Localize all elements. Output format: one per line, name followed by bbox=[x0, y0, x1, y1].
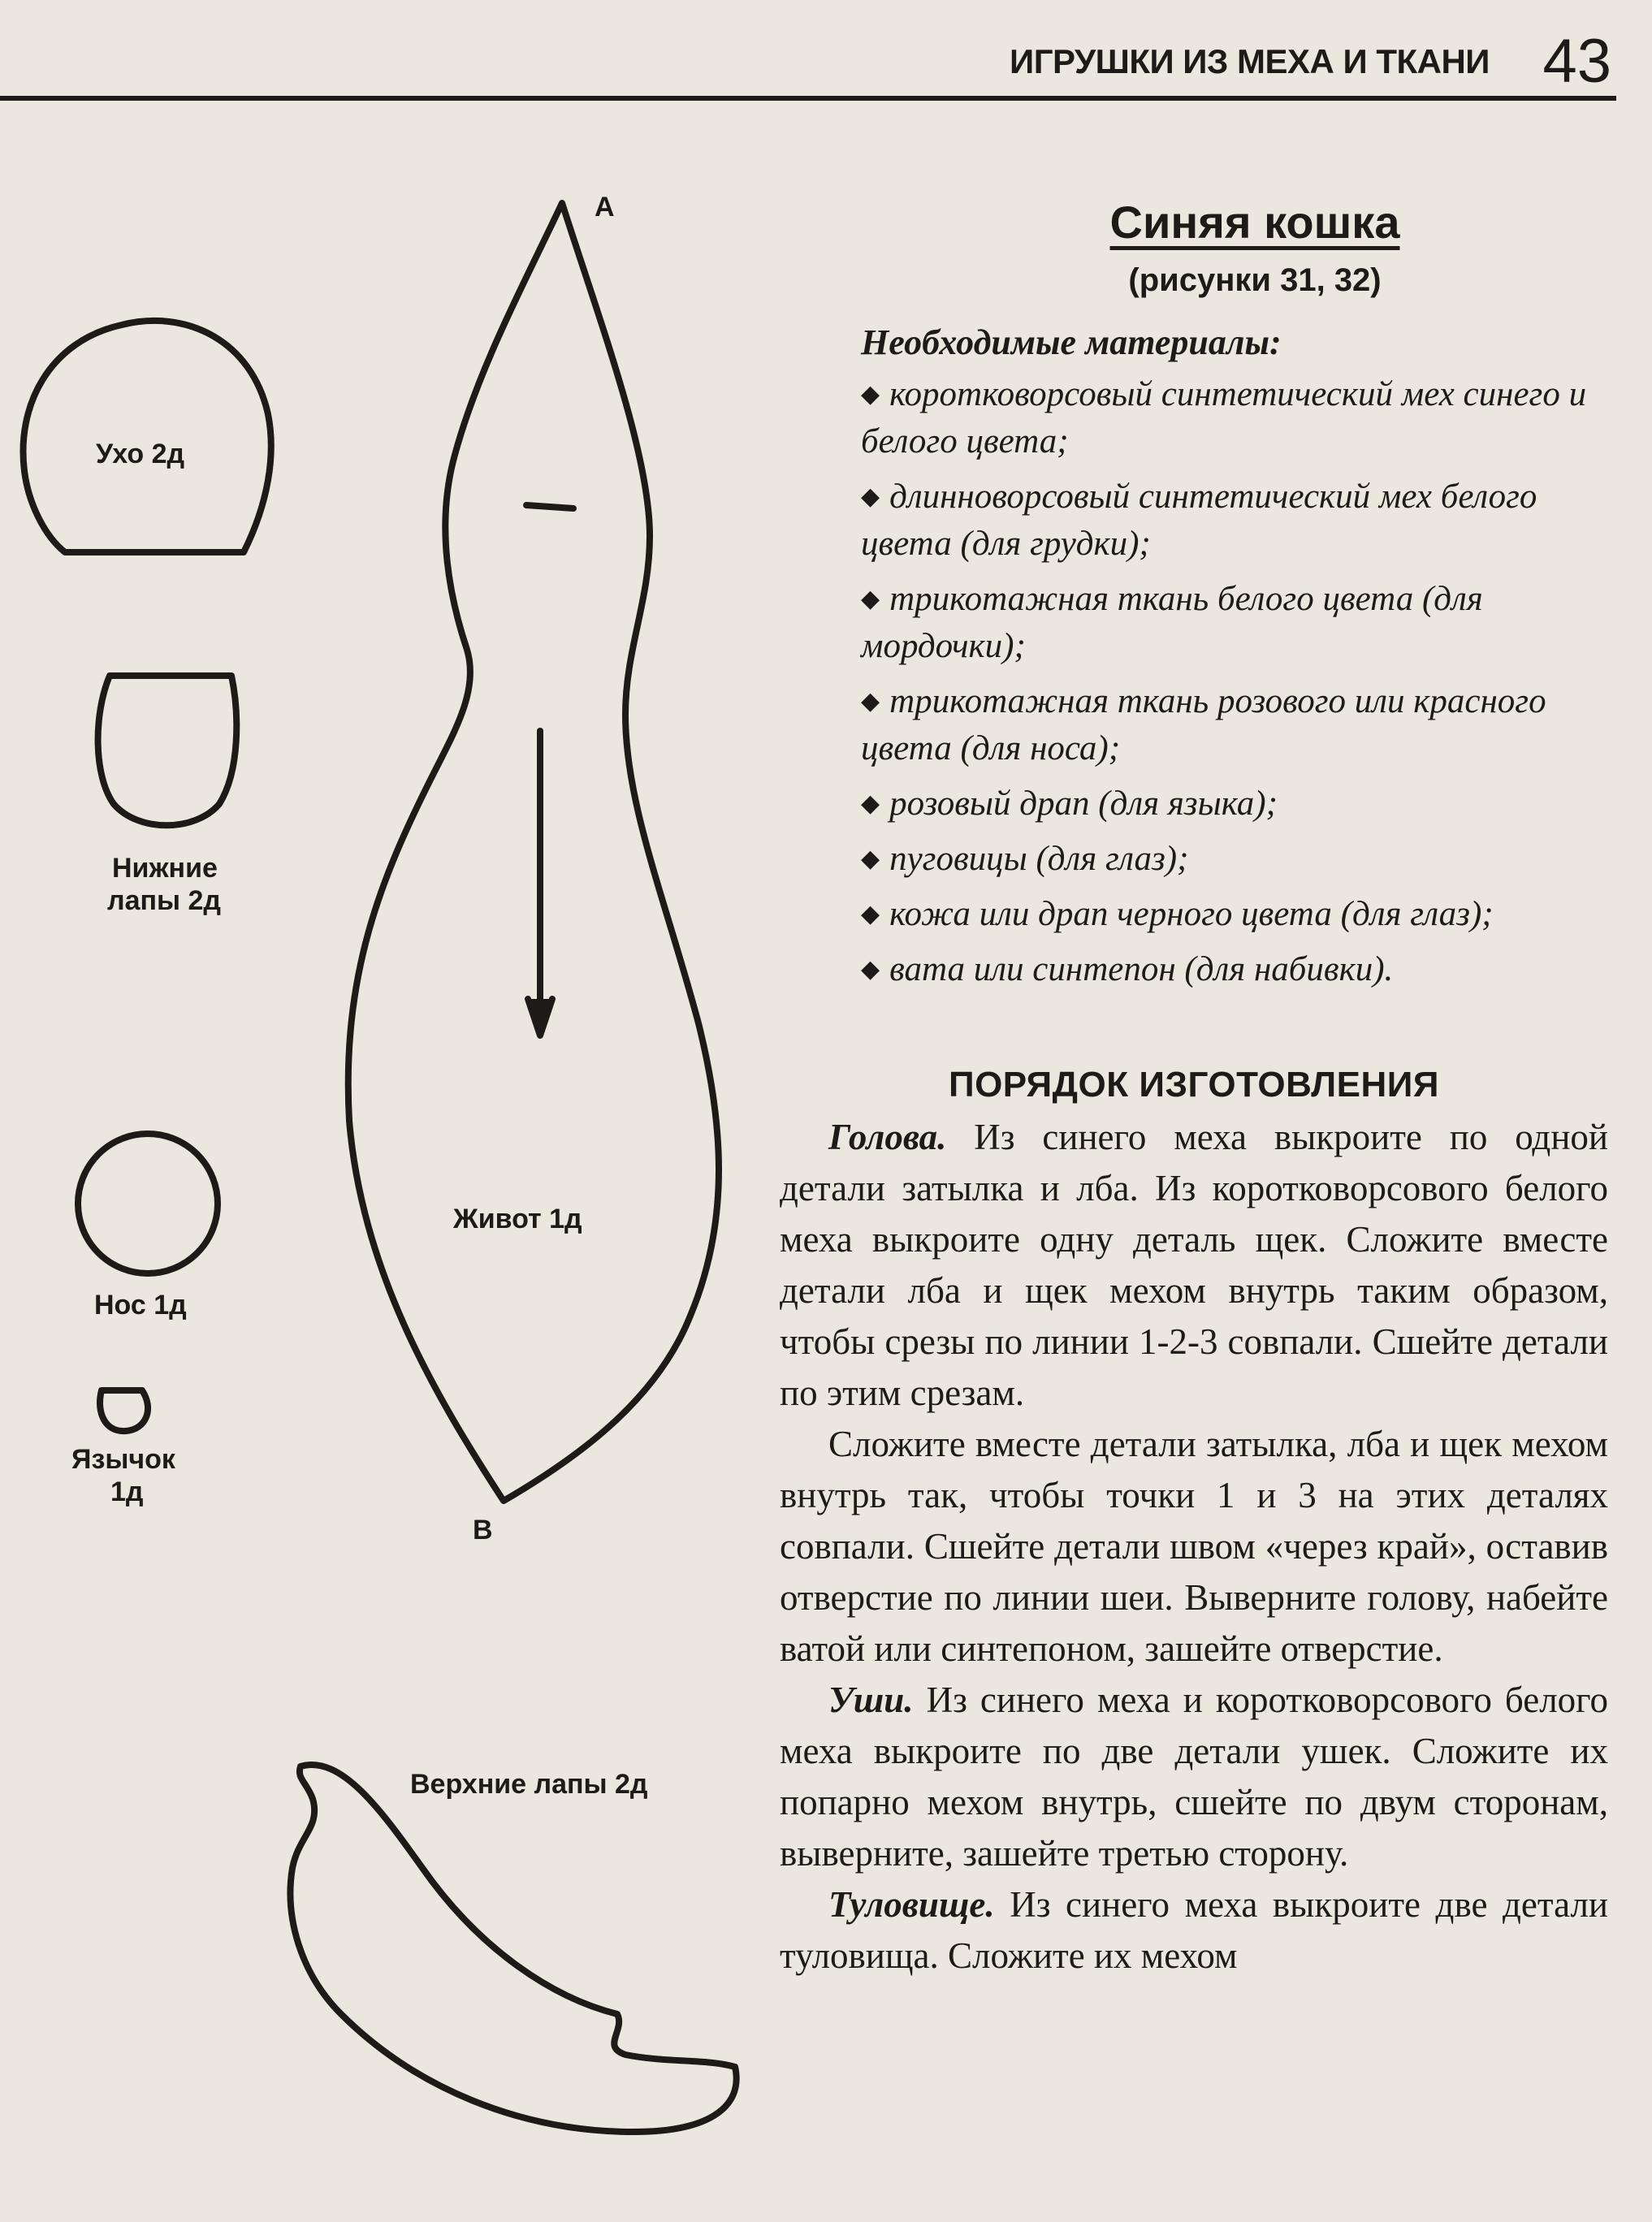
list-item bbox=[861, 473, 1608, 568]
paragraph-body bbox=[780, 1879, 1608, 1982]
material-text: розовый драп (для языка); bbox=[889, 785, 1278, 824]
list-item bbox=[861, 576, 1608, 670]
grain-arrow-head bbox=[528, 999, 552, 1035]
bullet-icon: ◆ bbox=[861, 483, 880, 511]
paragraph-assembly bbox=[780, 1419, 1608, 1675]
nose-pattern bbox=[78, 1134, 218, 1321]
belly-outline bbox=[348, 203, 719, 1501]
paragraph-text: Сложите вместе детали затылка, лба и щек мехом внутрь так, чтобы точки 1 и 3 на этих деталях совпали. Сшейте детали швом «через край», оставив отверстие по линии шеи. Выверните голову, набейте ватой или синтепоном, зашейте отверстие. bbox=[780, 1424, 1608, 1670]
nose-outline bbox=[78, 1134, 218, 1273]
ear-pattern bbox=[24, 321, 271, 552]
list-item bbox=[861, 946, 1608, 993]
lower-paws-pattern bbox=[98, 676, 237, 916]
upper-paws-label: Верхние лапы 2д bbox=[410, 1769, 648, 1800]
tongue-outline bbox=[100, 1390, 148, 1431]
article-subtitle: (рисунки 31, 32) bbox=[1128, 262, 1382, 299]
bullet-icon: ◆ bbox=[861, 688, 880, 715]
tongue-pattern bbox=[71, 1390, 176, 1507]
paragraph-head bbox=[780, 1112, 1608, 1419]
paragraph-text: Из синего меха выкроите две детали туловища. Сложите их мехом bbox=[780, 1884, 1608, 1977]
list-item bbox=[861, 678, 1608, 772]
pattern-diagrams bbox=[0, 0, 812, 2222]
belly-pattern bbox=[348, 192, 719, 1545]
lower-paws-label-line2: лапы 2д bbox=[107, 885, 222, 916]
paragraph-lead: Уши. bbox=[828, 1679, 914, 1721]
tongue-label-line1: Язычок bbox=[71, 1444, 175, 1475]
list-item bbox=[861, 371, 1608, 465]
materials-list bbox=[780, 371, 1608, 993]
material-text: трикотажная ткань розового или красного цвета (для носа); bbox=[861, 682, 1546, 768]
bullet-icon: ◆ bbox=[861, 790, 880, 818]
paragraph-ears bbox=[780, 1675, 1608, 1879]
procedure-heading: ПОРЯДОК ИЗГОТОВЛЕНИЯ bbox=[948, 1065, 1440, 1105]
upper-paws-outline bbox=[291, 1765, 737, 2132]
article-title: Синяя кошка bbox=[1109, 197, 1400, 248]
lower-paws-outline bbox=[98, 676, 237, 825]
bullet-icon: ◆ bbox=[861, 586, 880, 613]
ear-outline bbox=[24, 321, 271, 552]
ear-label: Ухо 2д bbox=[96, 439, 185, 469]
material-text: коротковорсовый синтетический мех синего и белого цвета; bbox=[861, 375, 1587, 461]
belly-label: Живот 1д bbox=[453, 1204, 582, 1234]
list-item bbox=[861, 836, 1608, 883]
tongue-label-line2: 1д bbox=[110, 1476, 144, 1507]
material-text: трикотажная ткань белого цвета (для мордочки); bbox=[861, 580, 1483, 666]
point-a-label: А bbox=[595, 192, 615, 223]
bullet-icon: ◆ bbox=[861, 901, 880, 928]
paragraph-text: Из синего меха выкроите по одной детали затылка и лба. Из коротковорсового белого меха выкроите одну деталь щек. Сложите вместе детали лба и щек мехом внутрь таким образом, чтобы срезы по линии 1-2-3 совпали. Сшейте детали по этим срезам. bbox=[780, 1117, 1608, 1414]
article bbox=[780, 195, 1608, 1982]
lower-paws-label-line1: Нижние bbox=[112, 853, 218, 884]
bullet-icon: ◆ bbox=[861, 845, 880, 873]
list-item bbox=[861, 780, 1608, 828]
running-header: ИГРУШКИ ИЗ МЕХА И ТКАНИ bbox=[1010, 42, 1490, 80]
point-b-label: В bbox=[473, 1515, 493, 1545]
nose-label: Нос 1д bbox=[94, 1290, 187, 1321]
paragraph-lead: Туловище. bbox=[828, 1884, 995, 1926]
belly-notch bbox=[526, 505, 573, 508]
material-text: кожа или драп черного цвета (для глаз); bbox=[889, 895, 1494, 934]
bullet-icon: ◆ bbox=[861, 381, 880, 409]
paragraph-text: Из синего меха и коротковорсового белого меха выкроите по две детали ушек. Сложите их попарно мехом внутрь, сшейте по двум сторонам, выверните, зашейте третью сторону. bbox=[780, 1679, 1608, 1874]
upper-paws-pattern bbox=[291, 1765, 737, 2132]
material-text: вата или синтепон (для набивки). bbox=[889, 950, 1394, 989]
paragraph-lead: Голова. bbox=[828, 1117, 947, 1158]
material-text: пуговицы (для глаз); bbox=[889, 840, 1189, 879]
materials-heading: Необходимые материалы: bbox=[861, 322, 1282, 363]
material-text: длинноворсовый синтетический мех белого цвета (для грудки); bbox=[861, 478, 1537, 564]
list-item bbox=[861, 891, 1608, 938]
page-number: 43 bbox=[1542, 27, 1611, 96]
bullet-icon: ◆ bbox=[861, 956, 880, 983]
